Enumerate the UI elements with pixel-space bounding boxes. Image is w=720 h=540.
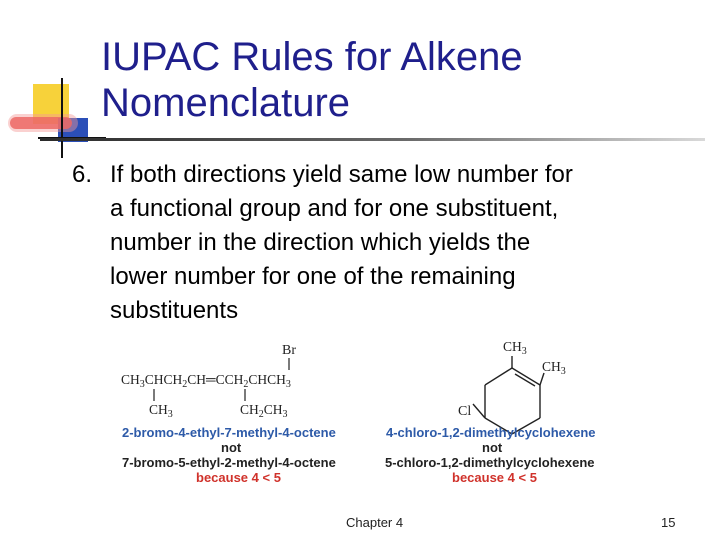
- right-not-text: not: [482, 440, 503, 455]
- left-not-text: not: [221, 440, 242, 455]
- rule-line-5: substituents: [110, 297, 239, 324]
- rule-line-1: If both directions yield same low number for: [110, 161, 573, 188]
- left-bromo-label: Br: [282, 343, 296, 358]
- right-correct-name: 4-chloro-1,2-dimethylcyclohexene: [386, 425, 596, 440]
- cyclohexene-ring: [473, 356, 544, 434]
- left-methyl-label: $CH_3$: [149, 402, 173, 420]
- footer-chapter: Chapter 4: [346, 515, 404, 530]
- rule-number: 6.: [72, 161, 93, 188]
- left-ethyl-label: $CH_2CH_3$: [240, 402, 288, 420]
- left-main-chain: $CH_3CHCH_2CH═CCH_2CHCH_3$: [121, 372, 291, 390]
- rule-line-4: lower number for one of the remaining: [110, 263, 516, 290]
- left-reason: because 4 < 5: [196, 470, 281, 485]
- left-wrong-name: 7-bromo-5-ethyl-2-methyl-4-octene: [122, 455, 336, 470]
- right-reason: because 4 < 5: [452, 470, 537, 485]
- left-correct-name: 2-bromo-4-ethyl-7-methyl-4-octene: [122, 425, 336, 440]
- rule-line-3: number in the direction which yields the: [110, 229, 531, 256]
- right-wrong-name: 5-chloro-1,2-dimethylcyclohexene: [385, 455, 595, 470]
- footer-page-number: 15: [661, 515, 676, 530]
- title-line-2: Nomenclature: [101, 81, 351, 125]
- right-side-methyl: $CH_3$: [542, 359, 566, 377]
- right-chloro-label: Cl: [458, 404, 472, 419]
- rule-line-2: a functional group and for one substituent,: [110, 195, 559, 222]
- right-top-methyl: $CH_3$: [503, 339, 527, 357]
- title-line-1: IUPAC Rules for Alkene: [101, 35, 523, 79]
